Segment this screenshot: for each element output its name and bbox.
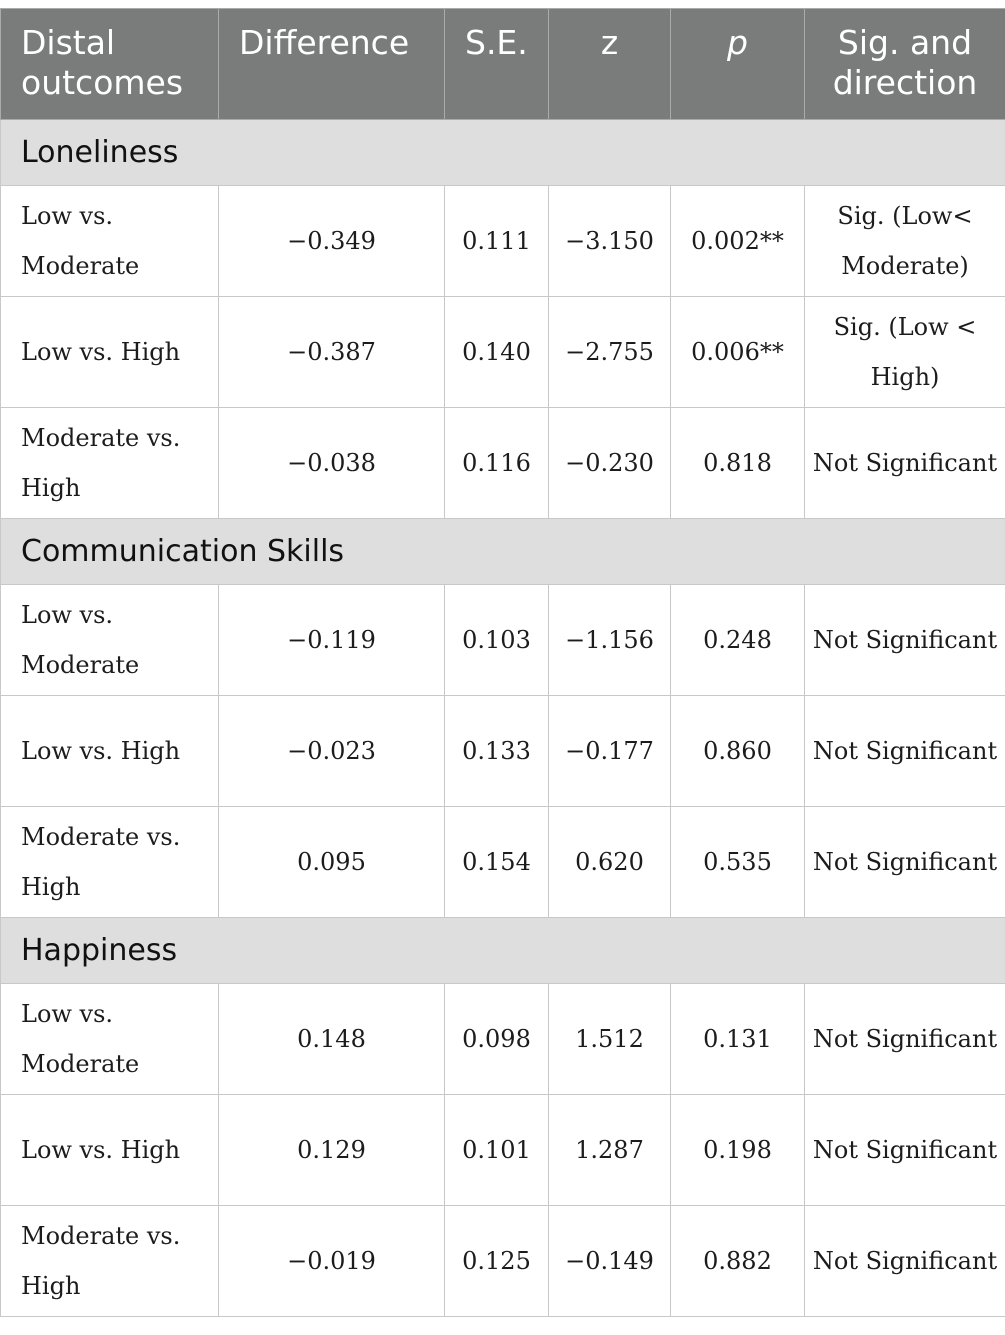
table-row — [1, 1206, 1005, 1317]
sig-cell: Sig. (Low < High) — [805, 297, 1005, 408]
z-cell: −0.230 — [549, 408, 671, 519]
section-title: Loneliness — [1, 120, 1005, 186]
z-cell: −0.149 — [549, 1206, 671, 1317]
p-cell: 0.248 — [671, 585, 805, 696]
p-cell: 0.535 — [671, 807, 805, 918]
p-cell: 0.131 — [671, 984, 805, 1095]
se-cell: 0.125 — [445, 1206, 549, 1317]
table-row — [1, 696, 1005, 807]
comparison-cell: Low vs. High — [1, 297, 219, 408]
z-cell: 1.287 — [549, 1095, 671, 1206]
z-cell: 0.620 — [549, 807, 671, 918]
header-row — [1, 9, 1005, 120]
p-cell: 0.198 — [671, 1095, 805, 1206]
difference-cell: −0.019 — [219, 1206, 445, 1317]
table-row — [1, 984, 1005, 1095]
table-row — [1, 585, 1005, 696]
z-cell: −3.150 — [549, 186, 671, 297]
sig-cell: Not Significant — [805, 585, 1005, 696]
sig-cell: Not Significant — [805, 807, 1005, 918]
header-se: S.E. — [445, 9, 549, 120]
table-body — [1, 120, 1005, 1317]
z-cell: −2.755 — [549, 297, 671, 408]
se-cell: 0.101 — [445, 1095, 549, 1206]
z-cell: 1.512 — [549, 984, 671, 1095]
z-cell: −0.177 — [549, 696, 671, 807]
header-difference: Difference — [219, 9, 445, 120]
section-title: Communication Skills — [1, 519, 1005, 585]
difference-cell: 0.095 — [219, 807, 445, 918]
p-cell: 0.006** — [671, 297, 805, 408]
se-cell: 0.098 — [445, 984, 549, 1095]
difference-cell: −0.349 — [219, 186, 445, 297]
comparison-cell: Low vs. High — [1, 1095, 219, 1206]
section-row-loneliness — [1, 120, 1005, 186]
difference-cell: −0.387 — [219, 297, 445, 408]
sig-cell: Not Significant — [805, 984, 1005, 1095]
p-cell: 0.860 — [671, 696, 805, 807]
p-cell: 0.818 — [671, 408, 805, 519]
comparison-cell: Moderate vs. High — [1, 807, 219, 918]
difference-cell: −0.038 — [219, 408, 445, 519]
difference-cell: −0.119 — [219, 585, 445, 696]
sig-cell: Not Significant — [805, 696, 1005, 807]
z-cell: −1.156 — [549, 585, 671, 696]
sig-cell: Sig. (Low< Moderate) — [805, 186, 1005, 297]
difference-cell: −0.023 — [219, 696, 445, 807]
difference-cell: 0.148 — [219, 984, 445, 1095]
sig-cell: Not Significant — [805, 1206, 1005, 1317]
comparison-cell: Low vs. High — [1, 696, 219, 807]
section-row-communication-skills — [1, 519, 1005, 585]
se-cell: 0.133 — [445, 696, 549, 807]
se-cell: 0.103 — [445, 585, 549, 696]
table-row — [1, 186, 1005, 297]
sig-cell: Not Significant — [805, 1095, 1005, 1206]
header-distal-outcomes: Distal outcomes — [1, 9, 219, 120]
difference-cell: 0.129 — [219, 1095, 445, 1206]
header-z: z — [549, 9, 671, 120]
table-row — [1, 408, 1005, 519]
comparison-cell: Low vs. Moderate — [1, 585, 219, 696]
comparison-cell: Low vs. Moderate — [1, 984, 219, 1095]
comparison-cell: Low vs. Moderate — [1, 186, 219, 297]
p-cell: 0.002** — [671, 186, 805, 297]
se-cell: 0.116 — [445, 408, 549, 519]
results-table — [0, 8, 1005, 1317]
sig-cell: Not Significant — [805, 408, 1005, 519]
table-header — [1, 9, 1005, 120]
se-cell: 0.154 — [445, 807, 549, 918]
comparison-cell: Moderate vs. High — [1, 408, 219, 519]
table-row — [1, 807, 1005, 918]
section-row-happiness — [1, 918, 1005, 984]
header-p: p — [671, 9, 805, 120]
se-cell: 0.140 — [445, 297, 549, 408]
section-title: Happiness — [1, 918, 1005, 984]
header-sig-direction: Sig. and direction — [805, 9, 1005, 120]
table-row — [1, 297, 1005, 408]
comparison-cell: Moderate vs. High — [1, 1206, 219, 1317]
p-cell: 0.882 — [671, 1206, 805, 1317]
se-cell: 0.111 — [445, 186, 549, 297]
table-row — [1, 1095, 1005, 1206]
